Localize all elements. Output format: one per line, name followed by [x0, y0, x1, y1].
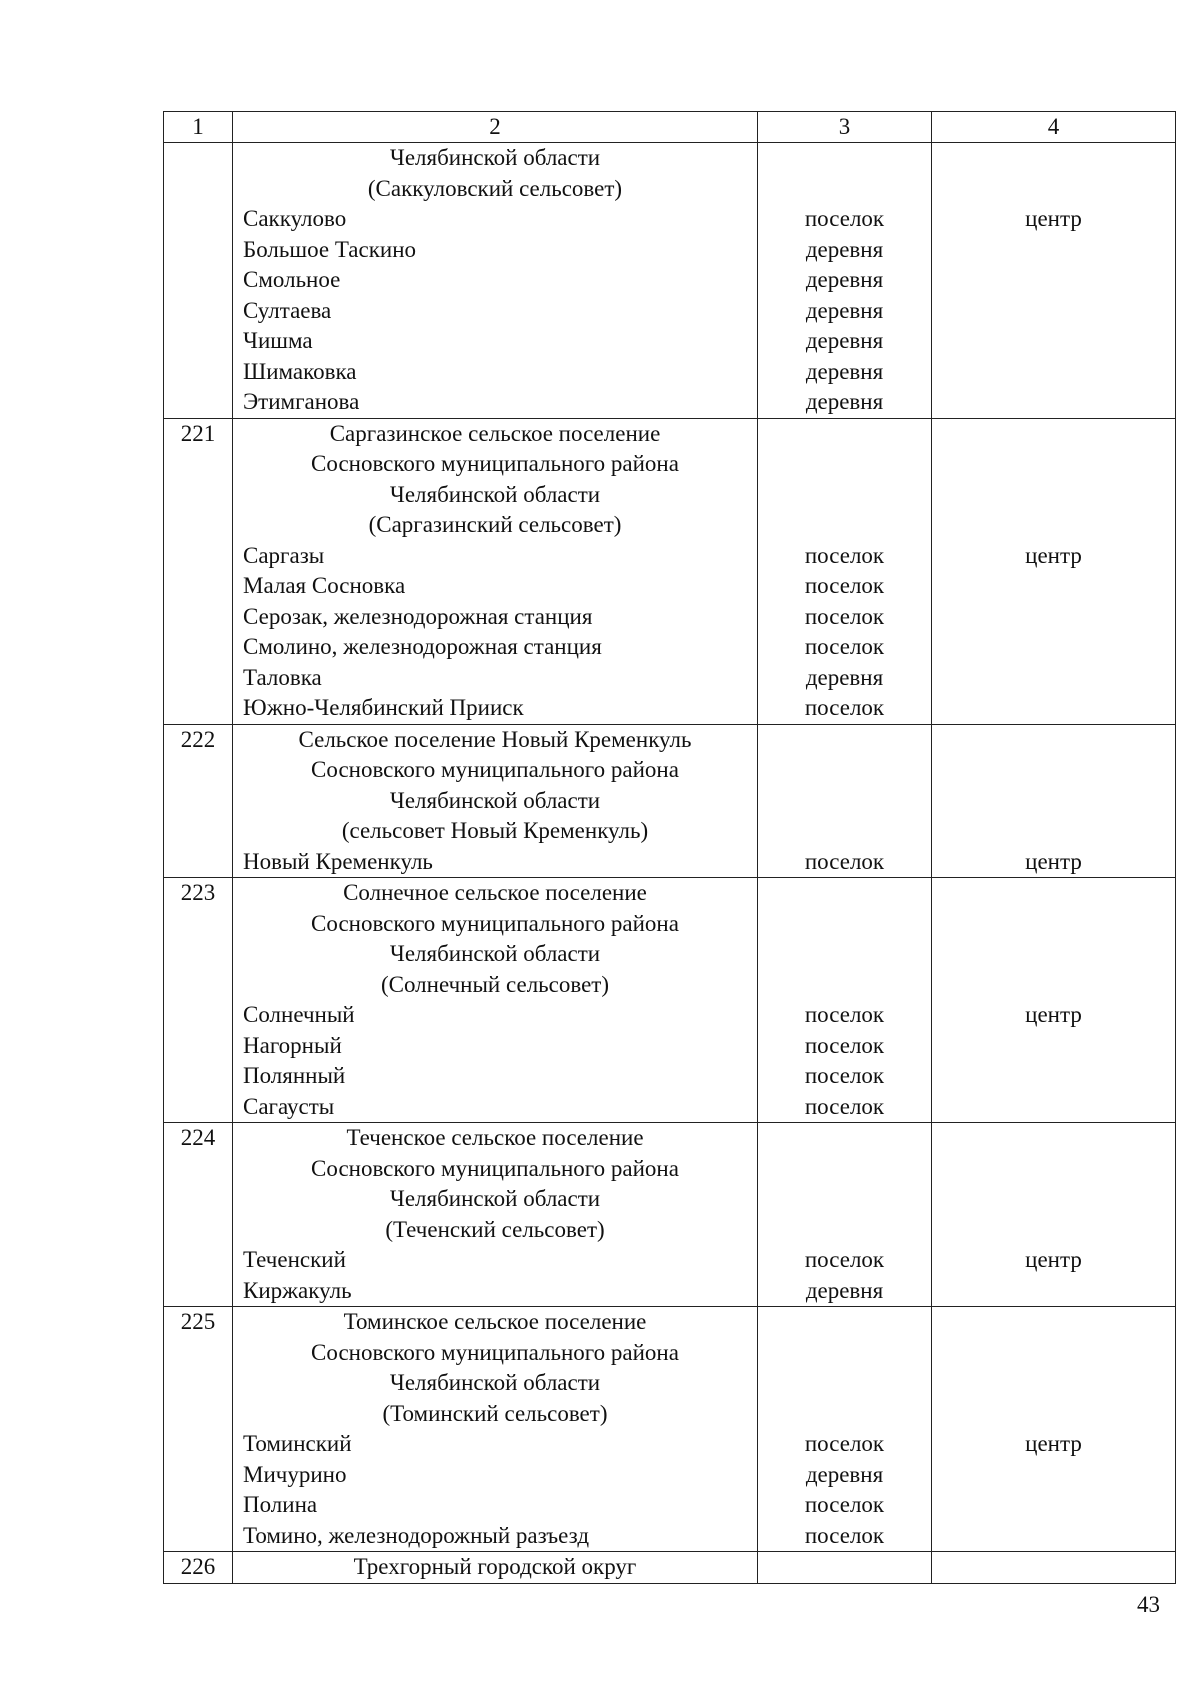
spacer [932, 419, 1175, 450]
settlement-name: Саккулово [243, 206, 347, 231]
settlement-type: деревня [805, 236, 884, 262]
settlement-name: Томинский [243, 1431, 352, 1456]
settlement-name: Полянный [243, 1063, 346, 1088]
spacer [932, 1399, 1175, 1430]
spacer [758, 1184, 931, 1215]
spacer [758, 1338, 931, 1369]
spacer [758, 725, 931, 756]
settlement-name: Серозак, железнодорожная станция [243, 603, 593, 629]
settlement-type: поселок [804, 603, 885, 629]
table-row [164, 878, 1176, 1123]
settlement-note: центр [1025, 1002, 1082, 1027]
settlement-name: Сагаусты [243, 1093, 335, 1119]
settlement-cell [233, 418, 758, 724]
settlement-note: центр [1025, 542, 1082, 568]
settlement-name: Смольное [243, 267, 341, 292]
settlement-type: поселок [804, 573, 885, 598]
spacer [932, 1061, 1175, 1092]
settlement-type: поселок [804, 206, 885, 231]
type-cell [758, 1123, 932, 1307]
spacer [932, 510, 1175, 541]
spacer [758, 909, 931, 940]
municipality-title-line: (сельсовет Новый Кременкуль) [341, 818, 649, 843]
note-cell [932, 418, 1176, 724]
spacer [758, 878, 931, 909]
settlement-type: деревня [805, 358, 884, 384]
settlement-note: центр [1025, 1431, 1082, 1456]
table-row [164, 1552, 1176, 1584]
settlement-type: деревня [805, 664, 884, 690]
settlement-type: деревня [805, 1277, 884, 1303]
type-cell [758, 878, 932, 1123]
page-number: 43 [1137, 1592, 1160, 1617]
spacer [758, 816, 931, 847]
spacer [758, 449, 931, 480]
spacer [932, 265, 1175, 296]
settlement-name: Султаева [243, 297, 332, 323]
spacer [932, 1338, 1175, 1369]
table-row [164, 143, 1176, 419]
settlement-cell [233, 1307, 758, 1552]
settlement-name: Полина [243, 1492, 318, 1517]
spacer [932, 632, 1175, 663]
spacer [932, 693, 1175, 724]
spacer [932, 1123, 1175, 1154]
table-row [164, 418, 1176, 724]
row-number: 224 [164, 1123, 233, 1307]
settlement-type: деревня [805, 328, 884, 353]
spacer [758, 939, 931, 970]
spacer [932, 1184, 1175, 1215]
type-cell [758, 1307, 932, 1552]
municipality-title-line: Челябинской области [389, 145, 601, 170]
row-number [164, 143, 233, 419]
spacer [758, 1399, 931, 1430]
municipality-title-line: Саргазинское сельское поселение [329, 420, 661, 446]
note-cell [932, 143, 1176, 419]
municipality-title-line: (Теченский сельсовет) [385, 1216, 605, 1242]
spacer [932, 725, 1175, 756]
spacer [932, 387, 1175, 418]
settlements-table [163, 111, 1176, 1584]
settlement-type: деревня [805, 267, 884, 292]
municipality-title-line: Томинское сельское поселение [343, 1309, 647, 1334]
row-number: 225 [164, 1307, 233, 1552]
municipality-title-line: Челябинской области [389, 481, 601, 507]
settlement-type: поселок [804, 695, 885, 720]
municipality-title-line: Трехгорный городской округ [353, 1554, 637, 1579]
settlement-type: поселок [804, 1247, 885, 1272]
table-row [164, 1123, 1176, 1307]
column-header-2: 2 [233, 112, 758, 143]
spacer [932, 143, 1175, 174]
spacer [932, 1154, 1175, 1185]
spacer [758, 970, 931, 1001]
spacer [758, 1307, 931, 1338]
spacer [758, 174, 931, 205]
settlement-type: поселок [804, 1492, 885, 1517]
settlement-name: Киржакуль [243, 1277, 352, 1303]
table-row [164, 1307, 1176, 1552]
settlement-type: поселок [804, 848, 885, 874]
spacer [758, 1368, 931, 1399]
spacer [932, 1552, 1175, 1583]
spacer [758, 1154, 931, 1185]
settlement-cell [233, 724, 758, 878]
settlement-name: Новый Кременкуль [243, 848, 433, 874]
note-cell [932, 878, 1176, 1123]
municipality-title-line: Челябинской области [389, 1370, 601, 1395]
spacer [932, 326, 1175, 357]
settlement-cell [233, 1552, 758, 1584]
row-number: 222 [164, 724, 233, 878]
spacer [932, 1215, 1175, 1246]
note-cell [932, 1123, 1176, 1307]
municipality-title-line: Солнечное сельское поселение [343, 880, 647, 905]
spacer [932, 1031, 1175, 1062]
settlement-name: Солнечный [243, 1002, 355, 1027]
spacer [758, 755, 931, 786]
spacer [932, 878, 1175, 909]
settlement-name: Малая Сосновка [243, 573, 406, 598]
note-cell [932, 724, 1176, 878]
spacer [758, 1215, 931, 1246]
spacer [758, 786, 931, 817]
note-cell [932, 1552, 1176, 1584]
settlement-type: поселок [804, 1522, 885, 1548]
spacer [758, 1552, 931, 1583]
municipality-title-line: Теченское сельское поселение [346, 1125, 644, 1150]
settlement-note: центр [1025, 1247, 1082, 1272]
municipality-title-line: Сосновского муниципального района [311, 1339, 679, 1365]
municipality-title-line: Сосновского муниципального района [311, 451, 679, 476]
spacer [932, 755, 1175, 786]
column-header-1: 1 [164, 112, 233, 143]
spacer [932, 786, 1175, 817]
row-number: 223 [164, 878, 233, 1123]
settlement-note: центр [1025, 206, 1082, 231]
settlement-note: центр [1025, 848, 1082, 874]
settlement-type: поселок [804, 1002, 885, 1027]
settlement-name: Чишма [243, 328, 313, 353]
spacer [932, 970, 1175, 1001]
settlement-name: Нагорный [243, 1032, 342, 1058]
spacer [932, 357, 1175, 388]
spacer [932, 571, 1175, 602]
municipality-title-line: Сосновского муниципального района [311, 757, 679, 782]
spacer [758, 480, 931, 511]
spacer [932, 480, 1175, 511]
municipality-title-line: Сельское поселение Новый Кременкуль [298, 726, 692, 752]
settlement-name: Мичурино [243, 1461, 347, 1487]
municipality-title-line: (Саккуловский сельсовет) [367, 175, 623, 201]
spacer [932, 1368, 1175, 1399]
type-cell [758, 1552, 932, 1584]
spacer [932, 1460, 1175, 1491]
settlement-name: Теченский [243, 1247, 346, 1272]
municipality-title-line: (Томинский сельсовет) [382, 1400, 608, 1426]
column-header-4: 4 [932, 112, 1176, 143]
settlement-type: поселок [804, 1063, 885, 1088]
settlement-cell [233, 878, 758, 1123]
row-number: 221 [164, 418, 233, 724]
type-cell [758, 143, 932, 419]
spacer [932, 602, 1175, 633]
spacer [758, 143, 931, 174]
spacer [932, 663, 1175, 694]
settlement-type: деревня [805, 297, 884, 323]
spacer [932, 449, 1175, 480]
table-header-row [164, 112, 1176, 143]
municipality-title-line: Челябинской области [389, 787, 601, 813]
municipality-title-line: Челябинской области [389, 941, 601, 966]
spacer [932, 296, 1175, 327]
municipality-title-line: Сосновского муниципального района [311, 1155, 679, 1181]
spacer [932, 1307, 1175, 1338]
settlement-name: Большое Таскино [243, 236, 417, 262]
settlement-cell [233, 143, 758, 419]
spacer [932, 909, 1175, 940]
settlement-type: деревня [805, 1461, 884, 1487]
column-header-3: 3 [758, 112, 932, 143]
table-row [164, 724, 1176, 878]
settlement-type: поселок [804, 542, 885, 568]
settlement-name: Этимганова [243, 389, 360, 414]
municipality-title-line: (Саргазинский сельсовет) [368, 512, 622, 537]
settlement-name: Таловка [243, 664, 322, 690]
settlement-cell [233, 1123, 758, 1307]
type-cell [758, 724, 932, 878]
row-number: 226 [164, 1552, 233, 1584]
spacer [932, 939, 1175, 970]
settlement-type: поселок [804, 1431, 885, 1456]
spacer [932, 1490, 1175, 1521]
spacer [758, 1123, 931, 1154]
spacer [932, 1276, 1175, 1307]
municipality-title-line: Челябинской области [389, 1186, 601, 1211]
settlement-type: поселок [804, 1032, 885, 1058]
municipality-title-line: (Солнечный сельсовет) [380, 971, 610, 997]
note-cell [932, 1307, 1176, 1552]
settlement-name: Шимаковка [243, 358, 357, 384]
spacer [758, 510, 931, 541]
spacer [932, 235, 1175, 266]
settlement-name: Южно-Челябинский Прииск [243, 695, 524, 720]
settlement-type: поселок [804, 634, 885, 659]
settlement-name: Саргазы [243, 542, 325, 568]
spacer [758, 419, 931, 450]
settlement-type: поселок [804, 1093, 885, 1119]
spacer [932, 1521, 1175, 1552]
type-cell [758, 418, 932, 724]
spacer [932, 174, 1175, 205]
settlement-type: деревня [805, 389, 884, 414]
municipality-title-line: Сосновского муниципального района [311, 910, 679, 936]
settlement-name: Томино, железнодорожный разъезд [243, 1522, 590, 1548]
spacer [932, 1092, 1175, 1123]
settlement-name: Смолино, железнодорожная станция [243, 634, 602, 659]
spacer [932, 816, 1175, 847]
